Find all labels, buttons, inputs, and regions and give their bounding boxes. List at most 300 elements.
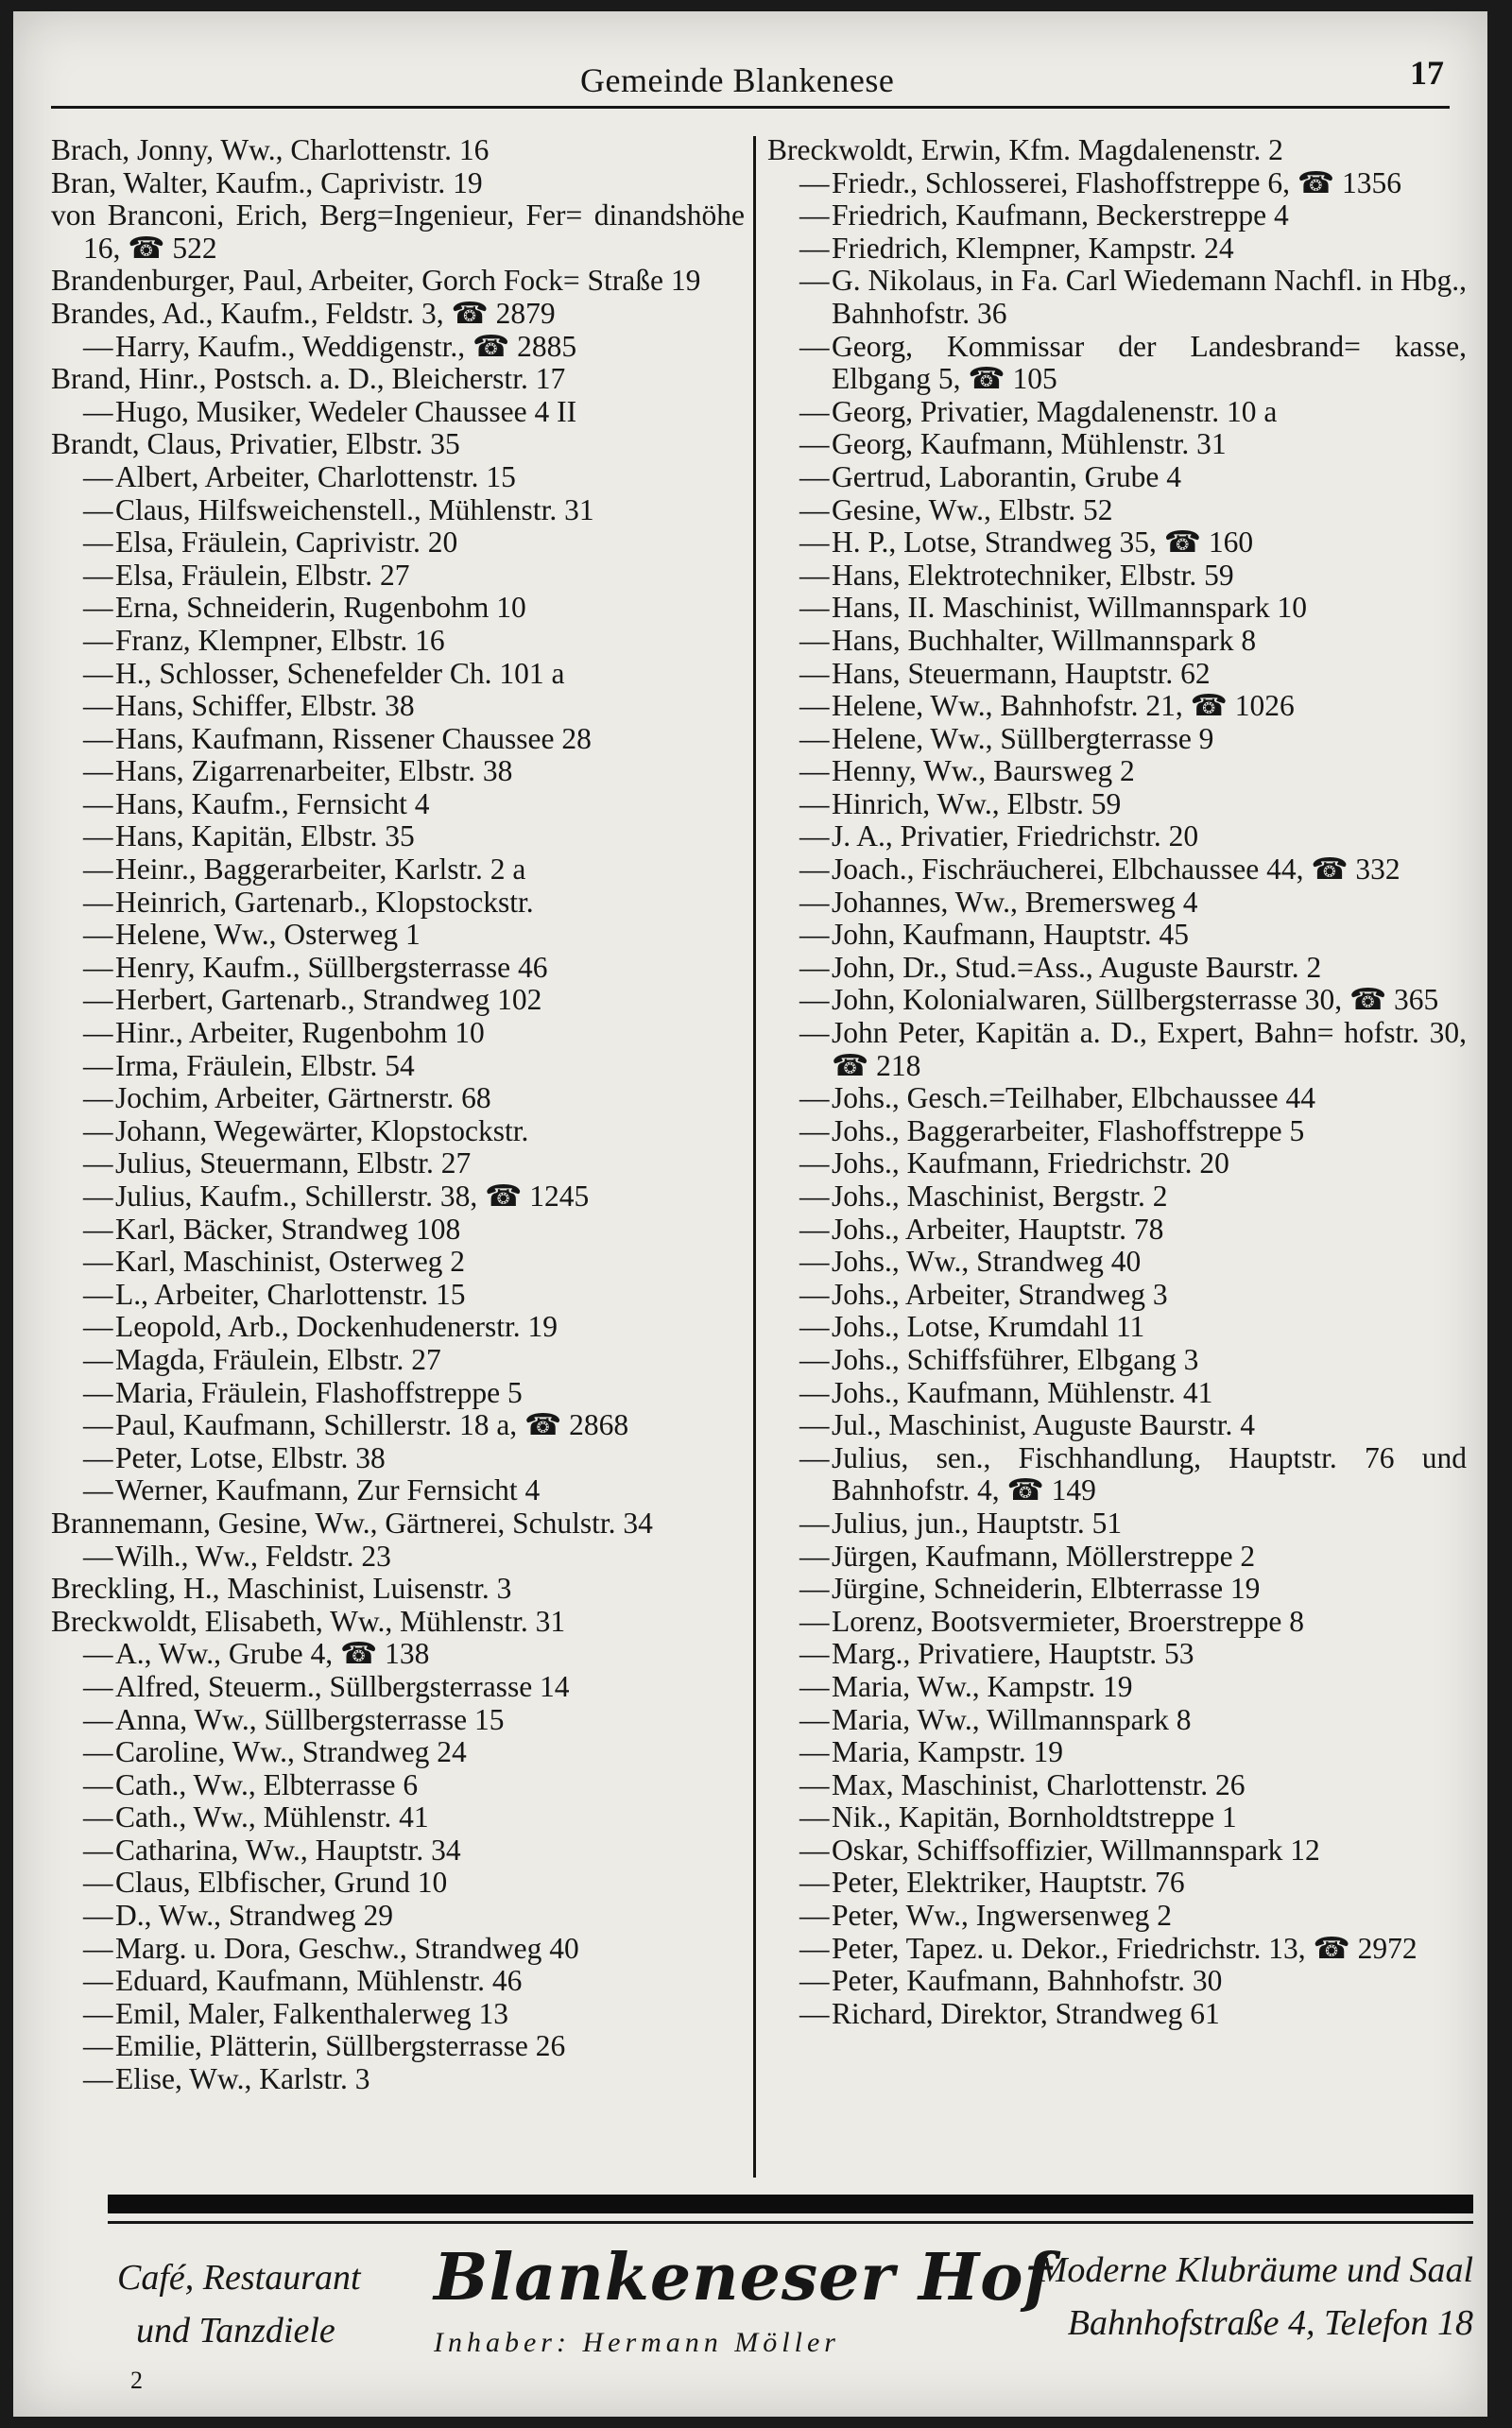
repeat-dash: — bbox=[799, 558, 830, 592]
repeat-dash: — bbox=[799, 1866, 830, 1900]
directory-entry bbox=[767, 853, 1467, 887]
directory-entry bbox=[51, 199, 745, 265]
directory-entry bbox=[767, 952, 1467, 985]
repeat-dash: — bbox=[83, 1833, 113, 1867]
directory-entry bbox=[51, 1279, 745, 1312]
entry-text: Irma, Fräulein, Elbstr. 54 bbox=[115, 1048, 415, 1082]
entry-text: Brandes, Ad., Kaufm., Feldstr. 3, ☎ 2879 bbox=[51, 296, 556, 330]
entry-text: Lorenz, Bootsvermieter, Broerstreppe 8 bbox=[832, 1604, 1304, 1638]
repeat-dash: — bbox=[799, 1113, 830, 1147]
repeat-dash: — bbox=[83, 1964, 113, 1998]
entry-text: Peter, Ww., Ingwersenweg 2 bbox=[832, 1899, 1173, 1933]
directory-entry bbox=[51, 755, 745, 788]
entry-text: Breckwoldt, Erwin, Kfm. Magdalenenstr. 2 bbox=[767, 133, 1283, 166]
entry-text: Hans, Steuermann, Hauptstr. 62 bbox=[832, 656, 1211, 690]
entry-text: Georg, Kaufmann, Mühlenstr. 31 bbox=[832, 427, 1227, 461]
directory-entry bbox=[51, 1377, 745, 1410]
entry-text: Johannes, Ww., Bremersweg 4 bbox=[832, 885, 1198, 919]
entry-text: Elise, Ww., Karlstr. 3 bbox=[115, 2062, 370, 2096]
repeat-dash: — bbox=[83, 689, 113, 723]
directory-entry bbox=[51, 2063, 745, 2096]
repeat-dash: — bbox=[83, 721, 113, 755]
entry-text: Hans, Kapitän, Elbstr. 35 bbox=[115, 819, 415, 853]
entry-text: Gesine, Ww., Elbstr. 52 bbox=[832, 492, 1113, 526]
directory-entry bbox=[51, 1606, 745, 1639]
repeat-dash: — bbox=[799, 1408, 830, 1442]
entry-text: Georg, Privatier, Magdalenenstr. 10 a bbox=[832, 394, 1278, 428]
entry-text: Catharina, Ww., Hauptstr. 34 bbox=[115, 1833, 461, 1867]
directory-entry bbox=[51, 363, 745, 396]
directory-entry bbox=[51, 1214, 745, 1247]
directory-entry bbox=[51, 1573, 745, 1606]
directory-entry bbox=[51, 1344, 745, 1377]
directory-entry bbox=[767, 526, 1467, 560]
repeat-dash: — bbox=[799, 1931, 830, 1965]
entry-text: Elsa, Fräulein, Elbstr. 27 bbox=[115, 558, 410, 592]
entry-text: Johs., Gesch.=Teilhaber, Elbchaussee 44 bbox=[832, 1081, 1316, 1115]
entry-text: Friedr., Schlosserei, Flashoffstreppe 6, ☎ 1356 bbox=[832, 165, 1401, 199]
advertisement-rule bbox=[108, 2221, 1473, 2224]
entry-text: Brandenburger, Paul, Arbeiter, Gorch Fock= Straße 19 bbox=[51, 264, 701, 298]
repeat-dash: — bbox=[83, 918, 113, 952]
repeat-dash: — bbox=[83, 492, 113, 526]
directory-entry bbox=[767, 1867, 1467, 1900]
repeat-dash: — bbox=[83, 1767, 113, 1801]
directory-entry bbox=[51, 1965, 745, 1998]
entry-text: Friedrich, Klempner, Kampstr. 24 bbox=[832, 231, 1234, 265]
entry-text: Joach., Fischräucherei, Elbchaussee 44, ☎ 332 bbox=[832, 852, 1400, 887]
repeat-dash: — bbox=[799, 1669, 830, 1703]
repeat-dash: — bbox=[799, 394, 830, 428]
entry-text: Hans, Zigarrenarbeiter, Elbstr. 38 bbox=[115, 754, 513, 788]
directory-entry bbox=[767, 625, 1467, 658]
entry-text: Emil, Maler, Falkenthalerweg 13 bbox=[115, 1996, 508, 2030]
repeat-dash: — bbox=[83, 1375, 113, 1409]
directory-entry bbox=[51, 2030, 745, 2063]
directory-entry bbox=[51, 1933, 745, 1966]
directory-entry bbox=[767, 592, 1467, 625]
repeat-dash: — bbox=[799, 656, 830, 690]
directory-entry bbox=[51, 1507, 745, 1541]
entry-text: Helene, Ww., Bahnhofstr. 21, ☎ 1026 bbox=[832, 689, 1295, 723]
directory-entry bbox=[767, 1409, 1467, 1442]
entry-text: Helene, Ww., Osterweg 1 bbox=[115, 918, 421, 952]
entry-text: Caroline, Ww., Strandweg 24 bbox=[115, 1735, 467, 1769]
entry-text: Eduard, Kaufmann, Mühlenstr. 46 bbox=[115, 1964, 523, 1998]
entry-text: John, Kolonialwaren, Süllbergsterrasse 30, ☎ 365 bbox=[832, 983, 1439, 1017]
directory-entry bbox=[767, 690, 1467, 723]
entry-text: Jochim, Arbeiter, Gärtnerstr. 68 bbox=[115, 1081, 491, 1115]
directory-entry bbox=[51, 1541, 745, 1574]
directory-entry bbox=[51, 1671, 745, 1704]
directory-entry bbox=[51, 1638, 745, 1671]
directory-entry bbox=[767, 1573, 1467, 1606]
repeat-dash: — bbox=[83, 1277, 113, 1311]
entry-text: Henny, Ww., Baursweg 2 bbox=[832, 754, 1135, 788]
directory-page bbox=[13, 11, 1487, 2417]
repeat-dash: — bbox=[799, 1146, 830, 1180]
entry-text: Brach, Jonny, Ww., Charlottenstr. 16 bbox=[51, 133, 490, 166]
left-column bbox=[51, 134, 745, 2096]
directory-entry bbox=[51, 1017, 745, 1050]
directory-entry bbox=[51, 820, 745, 853]
directory-entry bbox=[767, 1736, 1467, 1769]
entry-text: Hinrich, Ww., Elbstr. 59 bbox=[832, 786, 1122, 820]
repeat-dash: — bbox=[83, 1866, 113, 1900]
directory-entry bbox=[51, 1769, 745, 1802]
repeat-dash: — bbox=[799, 591, 830, 625]
directory-entry bbox=[51, 1050, 745, 1083]
repeat-dash: — bbox=[83, 329, 113, 363]
entry-text: Hans, Buchhalter, Willmannspark 8 bbox=[832, 623, 1257, 657]
entry-text: Peter, Kaufmann, Bahnhofstr. 30 bbox=[832, 1964, 1223, 1998]
entry-text: Maria, Ww., Willmannspark 8 bbox=[832, 1702, 1192, 1736]
entry-text: Claus, Hilfsweichenstell., Mühlenstr. 31 bbox=[115, 492, 594, 526]
repeat-dash: — bbox=[83, 1931, 113, 1965]
entry-text: Erna, Schneiderin, Rugenbohm 10 bbox=[115, 591, 526, 625]
entry-text: Hugo, Musiker, Wedeler Chaussee 4 II bbox=[115, 394, 577, 428]
repeat-dash: — bbox=[799, 198, 830, 232]
entry-text: Peter, Tapez. u. Dekor., Friedrichstr. 13, ☎ 2972 bbox=[832, 1931, 1418, 1965]
entry-text: Marg. u. Dora, Geschw., Strandweg 40 bbox=[115, 1931, 579, 1965]
repeat-dash: — bbox=[799, 1767, 830, 1801]
directory-entry bbox=[51, 592, 745, 625]
entry-text: Cath., Ww., Elbterrasse 6 bbox=[115, 1767, 419, 1801]
repeat-dash: — bbox=[799, 1375, 830, 1409]
repeat-dash: — bbox=[83, 852, 113, 887]
directory-entry bbox=[51, 788, 745, 821]
directory-entry bbox=[767, 1377, 1467, 1410]
directory-entry bbox=[767, 1246, 1467, 1279]
repeat-dash: — bbox=[83, 1408, 113, 1442]
entry-text: Julius, Steuermann, Elbstr. 27 bbox=[115, 1146, 472, 1180]
repeat-dash: — bbox=[799, 1604, 830, 1638]
directory-entry bbox=[767, 1704, 1467, 1737]
directory-entry bbox=[51, 853, 745, 887]
directory-entry bbox=[51, 1474, 745, 1507]
entry-text: Johs., Maschinist, Bergstr. 2 bbox=[832, 1180, 1168, 1213]
entry-text: Richard, Direktor, Strandweg 61 bbox=[832, 1996, 1220, 2030]
entry-text: Elsa, Fräulein, Caprivistr. 20 bbox=[115, 525, 458, 560]
directory-entry bbox=[767, 887, 1467, 920]
repeat-dash: — bbox=[83, 591, 113, 625]
directory-entry bbox=[51, 1704, 745, 1737]
repeat-dash: — bbox=[799, 950, 830, 984]
entry-text: Peter, Elektriker, Hauptstr. 76 bbox=[832, 1866, 1185, 1900]
directory-entry bbox=[767, 199, 1467, 232]
repeat-dash: — bbox=[799, 427, 830, 461]
entry-text: John, Dr., Stud.=Ass., Auguste Baurstr. 2 bbox=[832, 950, 1322, 984]
repeat-dash: — bbox=[799, 852, 830, 887]
advertisement-right-text bbox=[963, 2244, 1473, 2350]
entry-text: Nik., Kapitän, Bornholdtstreppe 1 bbox=[832, 1800, 1237, 1834]
entry-text: Karl, Bäcker, Strandweg 108 bbox=[115, 1212, 461, 1246]
repeat-dash: — bbox=[83, 1440, 113, 1474]
entry-text: Heinr., Baggerarbeiter, Karlstr. 2 a bbox=[115, 852, 526, 887]
repeat-dash: — bbox=[83, 656, 113, 690]
directory-entry bbox=[767, 1541, 1467, 1574]
directory-entry bbox=[51, 658, 745, 691]
entry-text: Brannemann, Gesine, Ww., Gärtnerei, Schulstr. 34 bbox=[51, 1506, 653, 1540]
entry-text: Gertrud, Laborantin, Grube 4 bbox=[832, 459, 1182, 493]
entry-text: Hans, Schiffer, Elbstr. 38 bbox=[115, 689, 415, 723]
entry-text: Leopold, Arb., Dockenhudenerstr. 19 bbox=[115, 1310, 558, 1344]
repeat-dash: — bbox=[83, 1702, 113, 1736]
directory-entry bbox=[767, 1115, 1467, 1148]
entry-text: Hans, II. Maschinist, Willmannspark 10 bbox=[832, 591, 1307, 625]
directory-entry bbox=[767, 755, 1467, 788]
directory-entry bbox=[767, 1147, 1467, 1180]
repeat-dash: — bbox=[799, 1310, 830, 1344]
repeat-dash: — bbox=[83, 1212, 113, 1246]
entry-text: Johs., Ww., Strandweg 40 bbox=[832, 1245, 1142, 1279]
directory-entry bbox=[767, 331, 1467, 396]
entry-text: D., Ww., Strandweg 29 bbox=[115, 1899, 393, 1933]
column-divider bbox=[753, 136, 756, 2178]
directory-entry bbox=[51, 1998, 745, 2031]
repeat-dash: — bbox=[799, 1637, 830, 1671]
entry-text: Jul., Maschinist, Auguste Baurstr. 4 bbox=[832, 1408, 1255, 1442]
repeat-dash: — bbox=[83, 1800, 113, 1834]
entry-text: Werner, Kaufmann, Zur Fernsicht 4 bbox=[115, 1473, 541, 1507]
entry-text: H. P., Lotse, Strandweg 35, ☎ 160 bbox=[832, 525, 1254, 560]
entry-text: Johs., Baggerarbeiter, Flashoffstreppe 5 bbox=[832, 1113, 1305, 1147]
right-column bbox=[767, 134, 1467, 2030]
directory-entry bbox=[51, 1736, 745, 1769]
entry-text: Johs., Schiffsführer, Elbgang 3 bbox=[832, 1342, 1199, 1376]
repeat-dash: — bbox=[799, 786, 830, 820]
directory-entry bbox=[767, 984, 1467, 1017]
entry-text: Franz, Klempner, Elbstr. 16 bbox=[115, 623, 445, 657]
directory-entry bbox=[767, 232, 1467, 266]
repeat-dash: — bbox=[799, 1016, 830, 1050]
repeat-dash: — bbox=[799, 819, 830, 853]
repeat-dash: — bbox=[799, 1277, 830, 1311]
directory-entry bbox=[767, 428, 1467, 461]
directory-entry bbox=[767, 919, 1467, 952]
advertisement-owner: Inhaber: Hermann Möller bbox=[434, 2327, 840, 2358]
repeat-dash: — bbox=[799, 1899, 830, 1933]
directory-entry bbox=[767, 1180, 1467, 1214]
directory-entry bbox=[51, 560, 745, 593]
directory-entry bbox=[767, 1017, 1467, 1082]
repeat-dash: — bbox=[83, 1180, 113, 1213]
directory-entry bbox=[51, 1115, 745, 1148]
directory-entry bbox=[51, 1082, 745, 1115]
directory-entry bbox=[767, 723, 1467, 756]
repeat-dash: — bbox=[83, 1669, 113, 1703]
repeat-dash: — bbox=[83, 1342, 113, 1376]
repeat-dash: — bbox=[799, 1180, 830, 1213]
directory-entry bbox=[51, 1311, 745, 1344]
entry-text: J. A., Privatier, Friedrichstr. 20 bbox=[832, 819, 1199, 853]
directory-entry bbox=[51, 494, 745, 527]
entry-text: Maria, Ww., Kampstr. 19 bbox=[832, 1669, 1133, 1703]
repeat-dash: — bbox=[799, 525, 830, 560]
directory-entry bbox=[51, 1801, 745, 1834]
repeat-dash: — bbox=[83, 754, 113, 788]
entry-text: G. Nikolaus, in Fa. Carl Wiedemann Nachfl. in Hbg., Bahnhofstr. 36 bbox=[832, 264, 1467, 330]
advertisement bbox=[108, 2232, 1473, 2374]
repeat-dash: — bbox=[83, 1081, 113, 1115]
entry-text: Hinr., Arbeiter, Rugenbohm 10 bbox=[115, 1016, 485, 1050]
entry-text: Maria, Kampstr. 19 bbox=[832, 1735, 1063, 1769]
entry-text: Brand, Hinr., Postsch. a. D., Bleicherstr. 17 bbox=[51, 362, 566, 396]
directory-entry bbox=[767, 788, 1467, 821]
entry-text: Breckling, H., Maschinist, Luisenstr. 3 bbox=[51, 1572, 512, 1606]
directory-entry bbox=[51, 723, 745, 756]
directory-entry bbox=[767, 1082, 1467, 1115]
repeat-dash: — bbox=[799, 165, 830, 199]
repeat-dash: — bbox=[799, 1081, 830, 1115]
directory-entry bbox=[51, 396, 745, 429]
repeat-dash: — bbox=[799, 983, 830, 1017]
repeat-dash: — bbox=[83, 1637, 113, 1671]
directory-entry bbox=[51, 428, 745, 461]
entry-text: John, Kaufmann, Hauptstr. 45 bbox=[832, 918, 1189, 952]
entry-text: Hans, Elektrotechniker, Elbstr. 59 bbox=[832, 558, 1234, 592]
directory-entry bbox=[51, 887, 745, 920]
repeat-dash: — bbox=[83, 885, 113, 919]
directory-entry bbox=[51, 298, 745, 331]
directory-entry bbox=[767, 658, 1467, 691]
directory-entry bbox=[767, 265, 1467, 330]
repeat-dash: — bbox=[799, 754, 830, 788]
entry-text: Claus, Elbfischer, Grund 10 bbox=[115, 1866, 448, 1900]
entry-text: Paul, Kaufmann, Schillerstr. 18 a, ☎ 2868 bbox=[115, 1408, 629, 1442]
repeat-dash: — bbox=[83, 558, 113, 592]
entry-text: Julius, sen., Fischhandlung, Hauptstr. 76 und Bahnhofstr. 4, ☎ 149 bbox=[832, 1440, 1467, 1507]
entry-text: Max, Maschinist, Charlottenstr. 26 bbox=[832, 1767, 1246, 1801]
ad-left-line-1: Café, Restaurant bbox=[117, 2258, 361, 2298]
directory-entry bbox=[767, 461, 1467, 494]
footer-signature-mark: 2 bbox=[130, 2367, 143, 2394]
entry-text: Herbert, Gartenarb., Strandweg 102 bbox=[115, 983, 542, 1017]
entry-text: John Peter, Kapitän a. D., Expert, Bahn= hofstr. 30, ☎ 218 bbox=[832, 1016, 1467, 1082]
repeat-dash: — bbox=[83, 459, 113, 493]
directory-entry bbox=[51, 952, 745, 985]
directory-entry bbox=[51, 919, 745, 952]
repeat-dash: — bbox=[83, 1245, 113, 1279]
entry-text: Anna, Ww., Süllbergsterrasse 15 bbox=[115, 1702, 505, 1736]
entry-text: L., Arbeiter, Charlottenstr. 15 bbox=[115, 1277, 466, 1311]
header-rule bbox=[51, 106, 1450, 109]
directory-entry bbox=[767, 1834, 1467, 1868]
repeat-dash: — bbox=[799, 1964, 830, 1998]
repeat-dash: — bbox=[799, 329, 830, 363]
directory-entry bbox=[51, 265, 745, 298]
repeat-dash: — bbox=[83, 819, 113, 853]
entry-text: Johs., Kaufmann, Mühlenstr. 41 bbox=[832, 1375, 1213, 1409]
repeat-dash: — bbox=[799, 264, 830, 298]
repeat-dash: — bbox=[799, 459, 830, 493]
directory-entry bbox=[767, 1998, 1467, 2031]
directory-entry bbox=[767, 820, 1467, 853]
directory-entry bbox=[51, 1834, 745, 1868]
advertisement-left-text bbox=[117, 2251, 361, 2357]
repeat-dash: — bbox=[83, 525, 113, 560]
repeat-dash: — bbox=[799, 885, 830, 919]
entry-text: Julius, Kaufm., Schillerstr. 38, ☎ 1245 bbox=[115, 1180, 590, 1213]
entry-text: Bran, Walter, Kaufm., Caprivistr. 19 bbox=[51, 165, 483, 199]
repeat-dash: — bbox=[83, 623, 113, 657]
repeat-dash: — bbox=[799, 1342, 830, 1376]
directory-entry bbox=[51, 526, 745, 560]
directory-entry bbox=[51, 1147, 745, 1180]
entry-text: A., Ww., Grube 4, ☎ 138 bbox=[115, 1637, 430, 1671]
entry-text: Cath., Ww., Mühlenstr. 41 bbox=[115, 1800, 429, 1834]
directory-entry bbox=[51, 1246, 745, 1279]
directory-entry bbox=[767, 1606, 1467, 1639]
directory-entry bbox=[51, 167, 745, 200]
directory-entry bbox=[767, 1507, 1467, 1541]
repeat-dash: — bbox=[83, 1310, 113, 1344]
directory-entry bbox=[767, 1638, 1467, 1671]
repeat-dash: — bbox=[799, 231, 830, 265]
repeat-dash: — bbox=[799, 1539, 830, 1573]
entry-text: Johs., Arbeiter, Strandweg 3 bbox=[832, 1277, 1168, 1311]
directory-entry bbox=[51, 1867, 745, 1900]
entry-text: Oskar, Schiffsoffizier, Willmannspark 12 bbox=[832, 1833, 1320, 1867]
page-number: 17 bbox=[1410, 54, 1444, 92]
repeat-dash: — bbox=[799, 623, 830, 657]
repeat-dash: — bbox=[83, 394, 113, 428]
advertisement-brand: Blankeneser Hof bbox=[434, 2240, 1053, 2316]
ad-right-line-2: Bahnhofstraße 4, Telefon 18 bbox=[1067, 2303, 1473, 2343]
ad-left-line-2: und Tanzdiele bbox=[136, 2311, 335, 2351]
directory-entry bbox=[767, 494, 1467, 527]
directory-entry bbox=[767, 1671, 1467, 1704]
directory-entry bbox=[767, 1279, 1467, 1312]
directory-entry bbox=[767, 1311, 1467, 1344]
entry-text: Johs., Arbeiter, Hauptstr. 78 bbox=[832, 1212, 1164, 1246]
directory-entry bbox=[767, 1965, 1467, 1998]
entry-text: Henry, Kaufm., Süllbergsterrasse 46 bbox=[115, 950, 548, 984]
entry-text: H., Schlosser, Schenefelder Ch. 101 a bbox=[115, 656, 565, 690]
directory-entry bbox=[51, 1409, 745, 1442]
repeat-dash: — bbox=[83, 950, 113, 984]
repeat-dash: — bbox=[799, 1506, 830, 1540]
entry-text: Heinrich, Gartenarb., Klopstockstr. bbox=[115, 885, 534, 919]
entry-text: Alfred, Steuerm., Süllbergsterrasse 14 bbox=[115, 1669, 570, 1703]
entry-text: Wilh., Ww., Feldstr. 23 bbox=[115, 1539, 391, 1573]
repeat-dash: — bbox=[799, 918, 830, 952]
repeat-dash: — bbox=[799, 1212, 830, 1246]
entry-text: Julius, jun., Hauptstr. 51 bbox=[832, 1506, 1123, 1540]
directory-entry bbox=[51, 690, 745, 723]
repeat-dash: — bbox=[83, 1146, 113, 1180]
entry-text: Johs., Lotse, Krumdahl 11 bbox=[832, 1310, 1145, 1344]
repeat-dash: — bbox=[83, 1113, 113, 1147]
entry-text: Marg., Privatiere, Hauptstr. 53 bbox=[832, 1637, 1194, 1671]
directory-entry bbox=[767, 1801, 1467, 1834]
directory-entry bbox=[767, 560, 1467, 593]
directory-entry bbox=[51, 625, 745, 658]
repeat-dash: — bbox=[799, 1735, 830, 1769]
running-head: Gemeinde Blankenese bbox=[580, 61, 895, 99]
repeat-dash: — bbox=[799, 1833, 830, 1867]
entry-text: Jürgen, Kaufmann, Möllerstreppe 2 bbox=[832, 1539, 1256, 1573]
repeat-dash: — bbox=[83, 1996, 113, 2030]
entry-text: Helene, Ww., Süllbergterrasse 9 bbox=[832, 721, 1214, 755]
repeat-dash: — bbox=[799, 1800, 830, 1834]
entry-text: Peter, Lotse, Elbstr. 38 bbox=[115, 1440, 386, 1474]
directory-entry bbox=[51, 1900, 745, 1933]
entry-text: Johs., Kaufmann, Friedrichstr. 20 bbox=[832, 1146, 1229, 1180]
repeat-dash: — bbox=[799, 721, 830, 755]
repeat-dash: — bbox=[83, 786, 113, 820]
repeat-dash: — bbox=[83, 1473, 113, 1507]
